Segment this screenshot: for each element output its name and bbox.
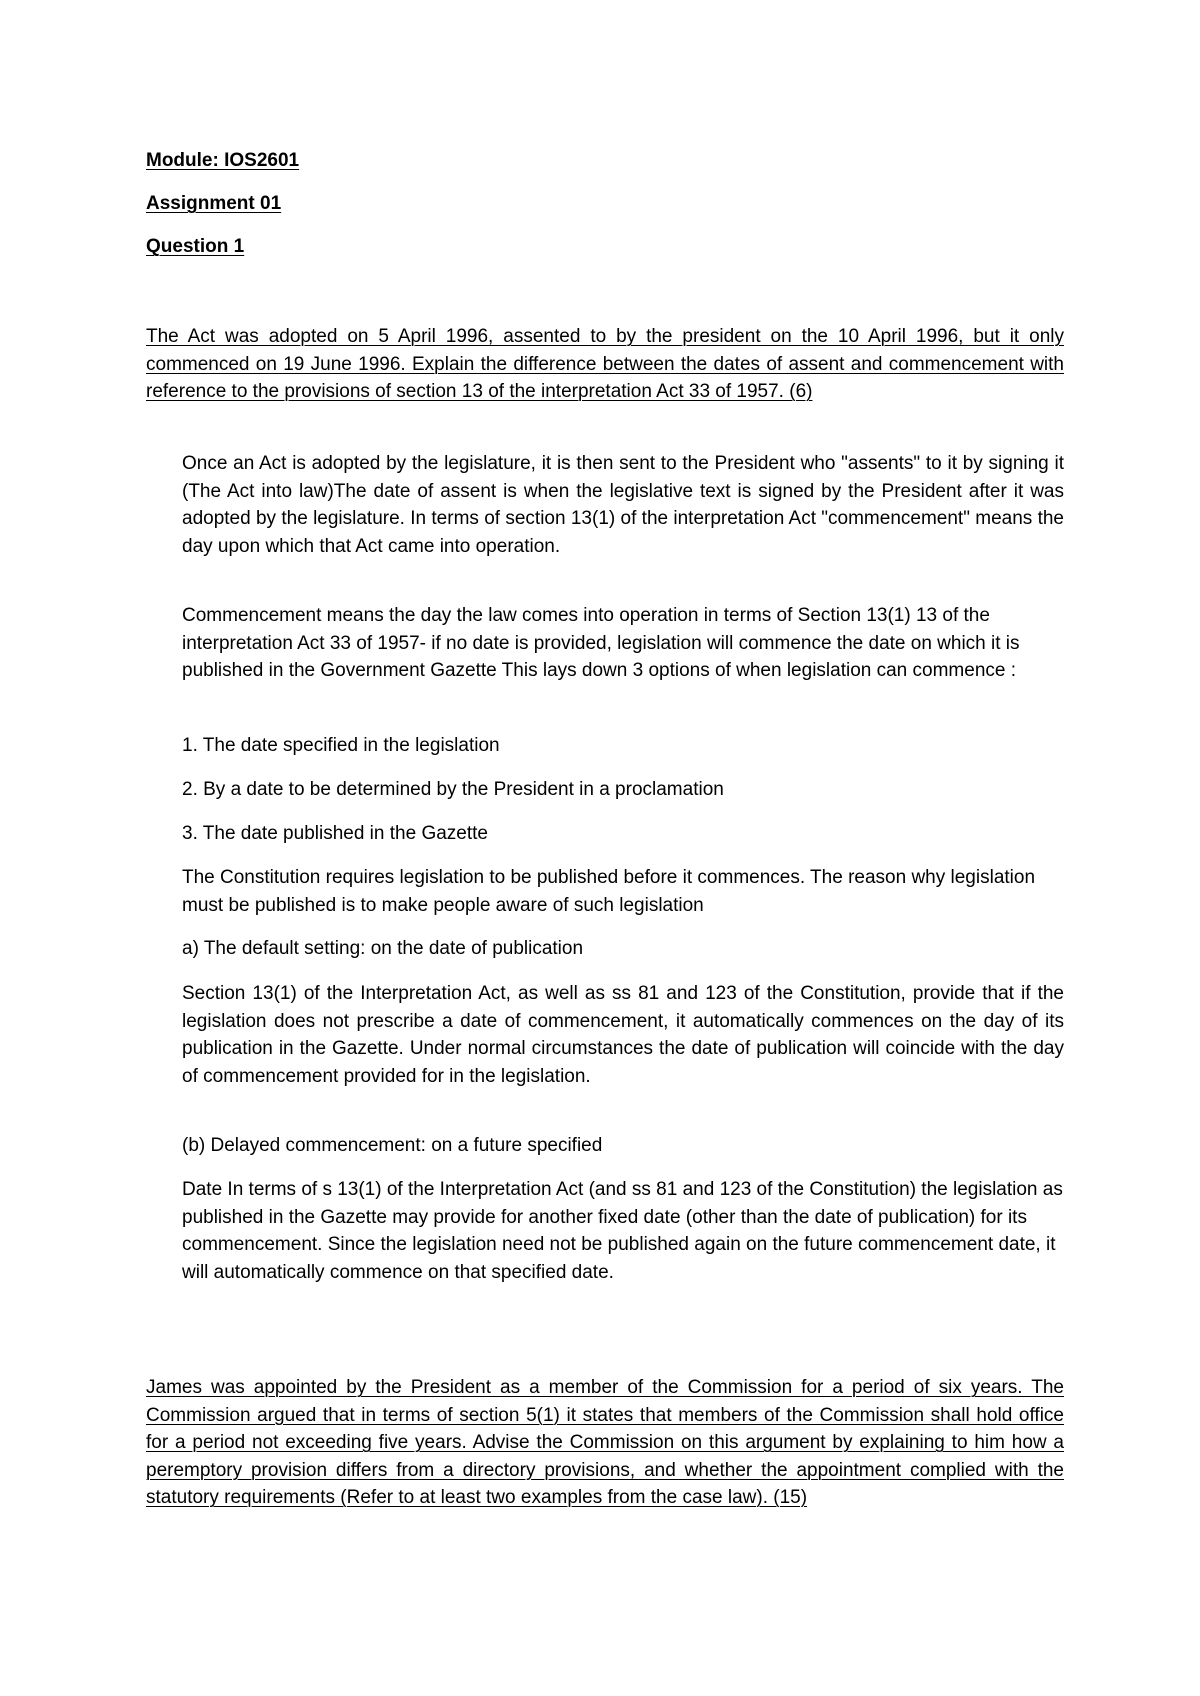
option-item-1: 1. The date specified in the legislation <box>182 735 500 756</box>
option-item-2: 2. By a date to be determined by the President in a proclamation <box>182 779 724 800</box>
answer-paragraph-delayed: Date In terms of s 13(1) of the Interpretation Act (and ss 81 and 123 of the Constitution) the legislation as published in the Gazette may provide for another fixed date (other than the date of publication) for its commencement. Since the legislation need not be published again on the future commencement date, it will automatically commence on that specified date. <box>182 1179 1063 1283</box>
question-heading: Question 1 <box>146 236 245 257</box>
question-1-text: The Act was adopted on 5 April 1996, assented to by the president on the 10 April 1996, but it only commenced on 19 June 1996. Explain the difference between the dates of assent and commencement with reference to the provisions of section 13 of the interpretation Act 33 of 1957. (6) <box>146 326 1064 402</box>
assignment-heading: Assignment 01 <box>146 193 282 214</box>
module-heading: Module: IOS2601 <box>146 150 300 171</box>
subheading-delayed-commencement: (b) Delayed commencement: on a future specified <box>182 1135 603 1156</box>
subheading-default-setting: a) The default setting: on the date of publication <box>182 938 584 959</box>
answer-paragraph-publication: The Constitution requires legislation to be published before it commences. The reason why legislation must be published is to make people aware of such legislation <box>182 867 1036 916</box>
option-item-3: 3. The date published in the Gazette <box>182 823 488 844</box>
question-2-text: James was appointed by the President as a member of the Commission for a period of six years. The Commission argued that in terms of section 5(1) it states that members of the Commission shall hold office for a period not exceeding five years. Advise the Commission on this argument by explaining to him how a peremptory provision differs from a directory provisions, and whether the appointment complied with the statutory requirements (Refer to at least two examples from the case law). (15) <box>146 1377 1064 1508</box>
answer-paragraph-assent: Once an Act is adopted by the legislature, it is then sent to the President who "assents" to it by signing it (The Act into law)The date of assent is when the legislative text is signed by the President after it was adopted by the legislature. In terms of section 13(1) of the interpretation Act "commencement" means the day upon which that Act came into operation. <box>182 453 1064 557</box>
answer-paragraph-default: Section 13(1) of the Interpretation Act, as well as ss 81 and 123 of the Constitution, provide that if the legislation does not prescribe a date of commencement, it automatically commences on the day of its publication in the Gazette. Under normal circumstances the date of publication will coincide with the day of commencement provided for in the legislation. <box>182 983 1064 1087</box>
answer-paragraph-commencement: Commencement means the day the law comes into operation in terms of Section 13(1) 13 of the interpretation Act 33 of 1957- if no date is provided, legislation will commence the date on which it is published in the Government Gazette This lays down 3 options of when legislation can commence : <box>182 605 1020 681</box>
